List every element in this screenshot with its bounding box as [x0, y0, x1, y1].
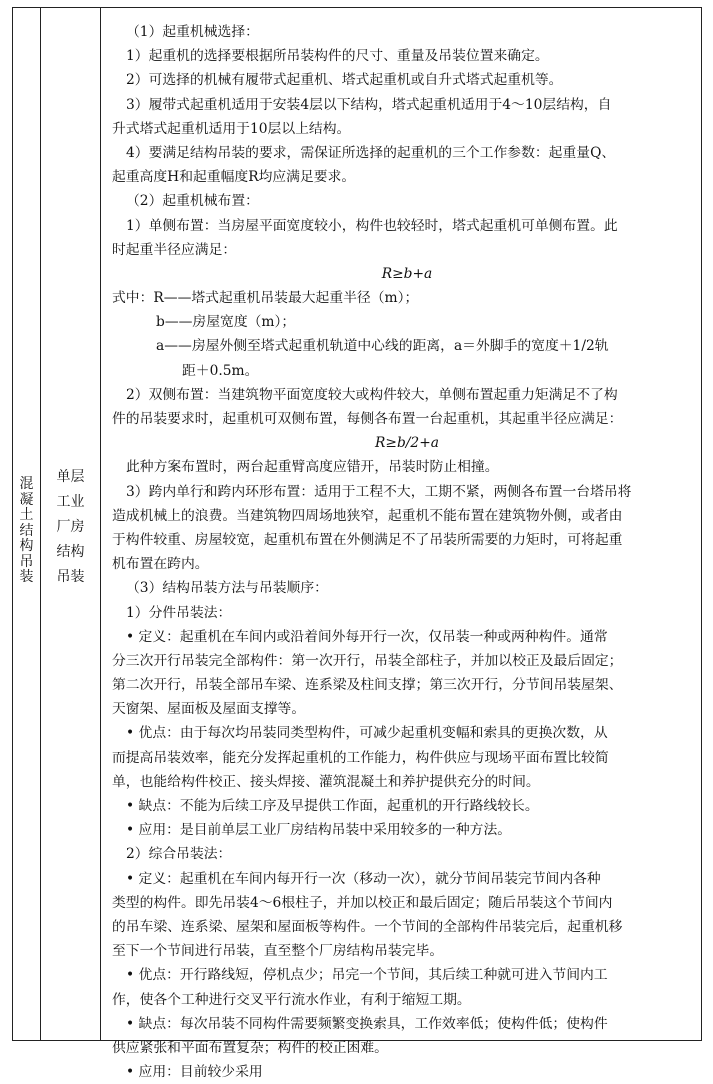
text-line: • 定义：起重机在车间内每开行一次（移动一次），就分节间吊装完节间内各种: [126, 870, 601, 887]
text-line: • 缺点：每次吊装不同构件需要频繁变换索具，工作效率低；使构件低；使构件: [126, 1015, 608, 1032]
text-line: 天窗架、屋面板及屋面支撑等。: [112, 701, 306, 718]
text-line: （2）起重机械布置：: [126, 193, 259, 210]
formula: R≥b+a: [381, 265, 433, 282]
category-label: 混 凝 土 结 构 吊 装: [19, 476, 34, 585]
text-line: 式中：R——塔式起重机吊装最大起重半径（m）；: [112, 290, 419, 307]
text-line: • 优点：由于每次均吊装同类型构件，可减少起重机变幅和索具的更换次数，从: [126, 725, 608, 742]
text-line: 1）起重机的选择要根据所吊装构件的尺寸、重量及吊装位置来确定。: [126, 48, 549, 65]
document-table: [12, 7, 702, 1081]
text-line: • 应用：是目前单层工业厂房结构吊装中采用较多的一种方法。: [126, 822, 512, 839]
text-line: b——房屋宽度（m）；: [156, 314, 296, 331]
text-line: 造成机械上的浪费。当建筑物四周场地狭窄，起重机不能布置在建筑物外侧，或者由: [112, 507, 623, 524]
text-line: 类型的构件。即先吊装4～6根柱子，并加以校正和最后固定；随后吊装这个节间内: [112, 894, 613, 911]
text-line: • 定义：起重机在车间内或沿着间外每开行一次，仅吊装一种或两种构件。通常: [126, 628, 608, 645]
text-line: （3）结构吊装方法与吊装顺序：: [126, 580, 328, 597]
text-line: • 缺点：不能为后续工序及早提供工作面，起重机的开行路线较长。: [126, 798, 539, 814]
text-line: 供应紧张和平面布置复杂；构件的校正困难。: [112, 1039, 388, 1056]
text-line: 第二次开行，吊装全部吊车梁、连系梁及柱间支撑；第三次开行，分节间吊装屋架、: [112, 677, 623, 694]
text-line: （1）起重机械选择：: [126, 24, 259, 40]
text-line: • 应用：目前较少采用: [126, 1064, 263, 1081]
text-line: 1）单侧布置：当房屋平面宽度较小，构件也较轻时，塔式起重机可单侧布置。此: [126, 217, 618, 234]
text-line: 而提高吊装效率，能充分发挥起重机的工作能力，构件供应与现场平面布置比较简: [112, 749, 609, 766]
text-line: 于构件较重、房屋较宽，起重机布置在外侧满足不了吊装所需要的力矩时，可将起重: [112, 531, 623, 548]
text-line: 时起重半径应满足：: [112, 241, 237, 258]
text-line: 4）要满足结构吊装的要求，需保证所选择的起重机的三个工作参数：起重量Q、: [126, 144, 616, 161]
text-line: 3）履带式起重机适用于安装4层以下结构，塔式起重机适用于4～10层结构，自: [126, 96, 612, 113]
text-line: 1）分件吊装法：: [126, 604, 232, 621]
text-line: 机布置在跨内。: [112, 556, 209, 573]
text-line: 起重高度H和起重幅度R均应满足要求。: [112, 169, 356, 186]
formula: R≥b/2+a: [375, 435, 439, 452]
text-line: 作，使各个工种进行交叉平行流水作业，有利于缩短工期。: [112, 991, 471, 1008]
subcategory-label: 单层 工业 厂房 结构 吊装: [56, 469, 85, 585]
category-cell: [13, 8, 41, 1040]
text-line: 的吊车梁、连系梁、屋架和屋面板等构件。一个节间的全部构件吊装完后，起重机移: [112, 918, 623, 935]
text-line: 分三次开行吊装完全部构件：第一次开行，吊装全部柱子，并加以校正及最后固定；: [112, 652, 623, 669]
text-line: a——房屋外侧至塔式起重机轨道中心线的距离，a＝外脚手的宽度＋1/2轨: [156, 338, 609, 355]
text-line: 2）可选择的机械有履带式起重机、塔式起重机或自升式塔式起重机等。: [126, 72, 563, 89]
text-line: • 优点：开行路线短，停机点少；吊完一个节间，其后续工种就可进入节间内工: [126, 967, 608, 984]
text-line: 至下一个节间进行吊装，直至整个厂房结构吊装完毕。: [112, 943, 444, 960]
text-line: 2）双侧布置：当建筑物平面宽度较大或构件较大，单侧布置起重力矩满足不了构: [126, 386, 618, 403]
text-line: 此种方案布置时，两台起重臂高度应错开，吊装时防止相撞。: [126, 459, 499, 476]
text-line: 3）跨内单行和跨内环形布置：适用于工程不大，工期不紧，两侧各布置一台塔吊将: [126, 483, 632, 500]
text-line: 距＋0.5m。: [182, 362, 259, 379]
subcategory-cell: [41, 8, 101, 1040]
text-line: 升式塔式起重机适用于10层以上结构。: [112, 120, 351, 137]
text-line: 件的吊装要求时，起重机可双侧布置，每侧各布置一台起重机，其起重半径应满足：: [112, 411, 623, 427]
content-cell: [112, 20, 702, 1084]
text-line: 单，也能给构件校正、接头焊接、灌筑混凝土和养护提供充分的时间。: [112, 773, 540, 790]
text-line: 2）综合吊装法：: [126, 846, 232, 863]
